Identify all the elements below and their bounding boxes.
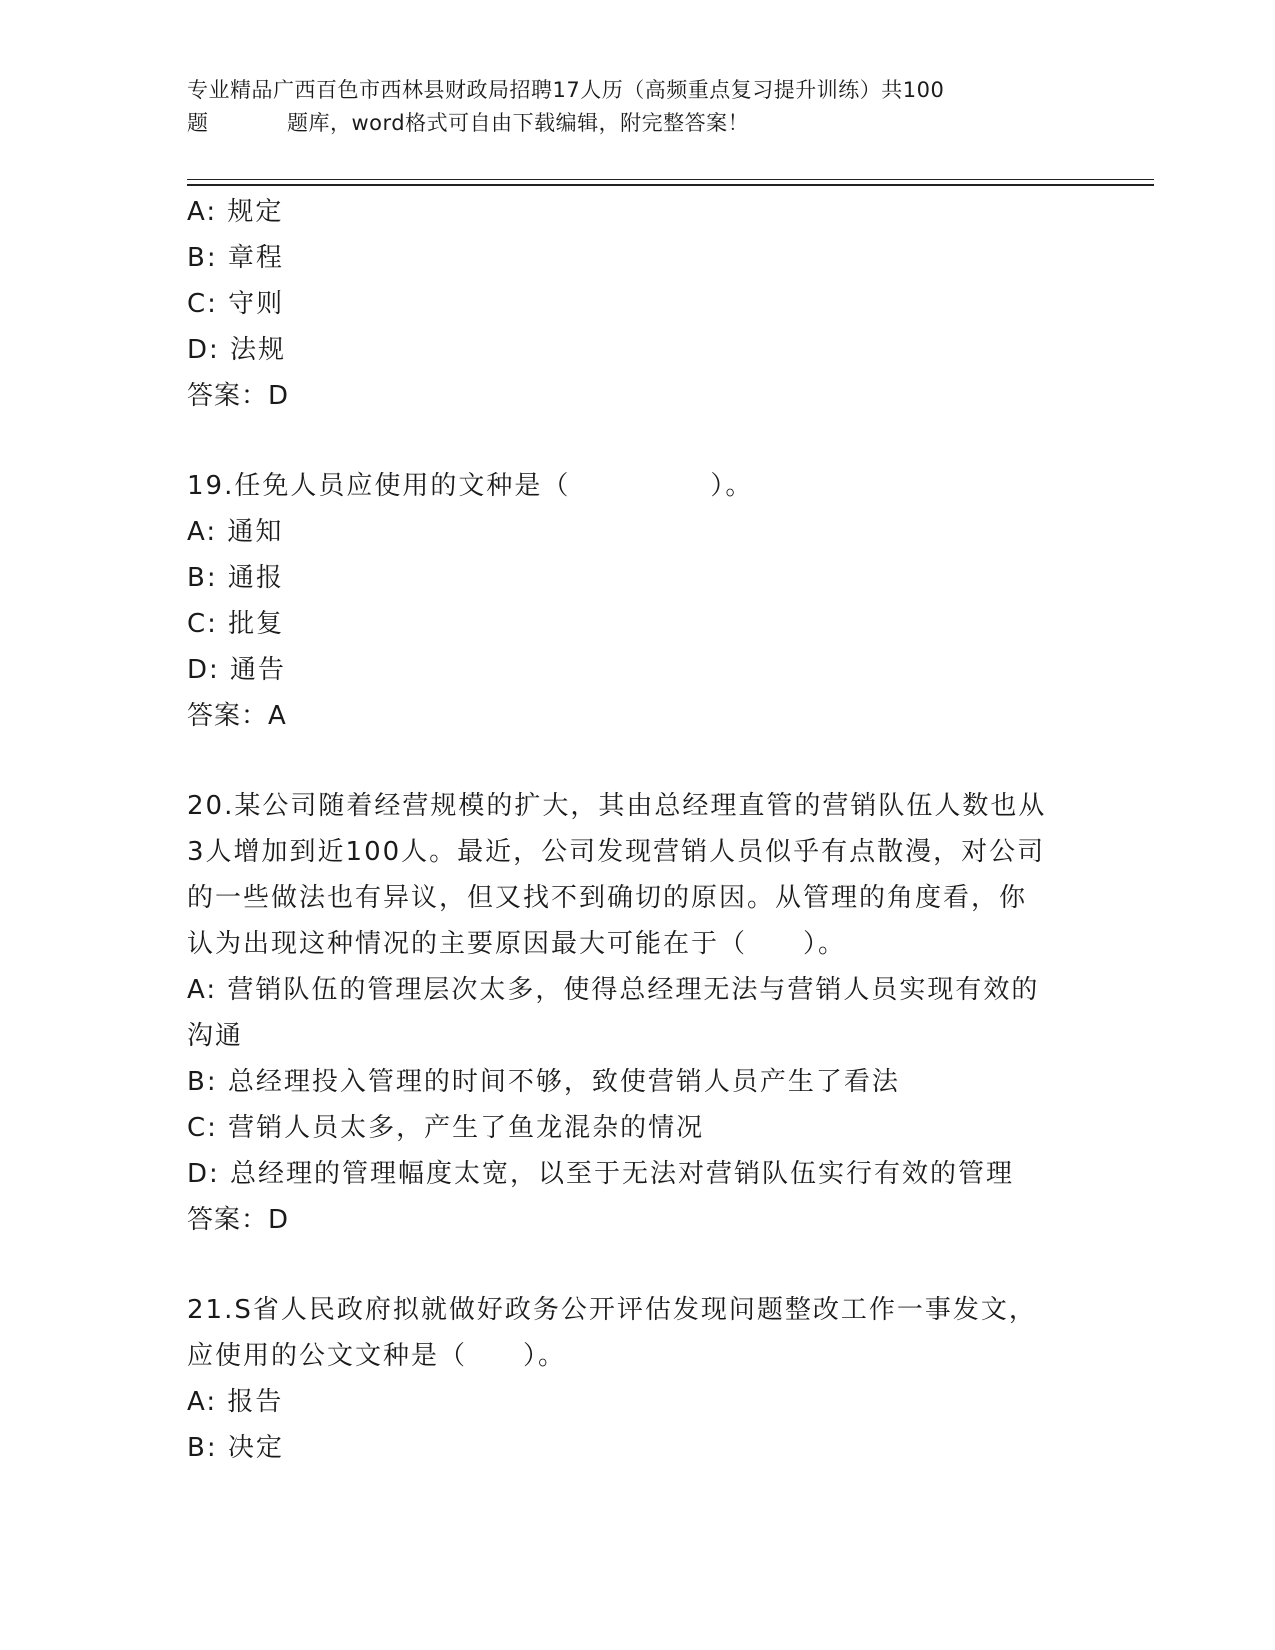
- header-line-2-text: 题库，word格式可自由下载编辑，附完整答案！: [287, 111, 750, 135]
- question-stem-line: 3人增加到近100人。最近，公司发现营销人员似乎有点散漫，对公司: [187, 837, 1046, 867]
- option-a: A: 报告: [187, 1387, 284, 1417]
- header-line-2-prefix: 题: [187, 111, 209, 135]
- option-d: D: 总经理的管理幅度太宽，以至于无法对营销队伍实行有效的管理: [187, 1159, 1015, 1189]
- option-c: C: 批复: [187, 609, 285, 639]
- question-stem-line: 认为出现这种情况的主要原因最大可能在于（ ）。: [187, 929, 847, 959]
- question-stem-line: 21.S省人民政府拟就做好政务公开评估发现问题整改工作一事发文，: [187, 1295, 1037, 1325]
- option-b: B: 总经理投入管理的时间不够，致使营销人员产生了看法: [187, 1067, 900, 1097]
- option-a: A: 营销队伍的管理层次太多，使得总经理无法与营销人员实现有效的: [187, 975, 1040, 1005]
- answer-line: 答案：D: [187, 381, 290, 411]
- option-b: B: 通报: [187, 563, 284, 593]
- question-21: [187, 1287, 1087, 1471]
- option-b: B: 章程: [187, 243, 284, 273]
- question-spacer: [187, 739, 1087, 783]
- header-divider-thin: [187, 179, 1154, 180]
- question-19: [187, 463, 1087, 739]
- option-a: A: 规定: [187, 197, 284, 227]
- header-title-line-1: 专业精品广西百色市西林县财政局招聘17人历（高频重点复习提升训练）共100: [187, 78, 945, 102]
- option-d: D: 通告: [187, 655, 287, 685]
- answer-line: 答案：D: [187, 1205, 290, 1235]
- option-b: B: 决定: [187, 1433, 284, 1463]
- option-a: A: 通知: [187, 517, 284, 547]
- question-20: [187, 783, 1087, 1243]
- option-d: D: 法规: [187, 335, 287, 365]
- question-stem-line: 20.某公司随着经营规模的扩大，其由总经理直管的营销队伍人数也从: [187, 791, 1047, 821]
- header-divider-thick: [187, 184, 1154, 186]
- question-stem: 19.任免人员应使用的文种是（ ）。: [187, 471, 754, 501]
- question-list: [187, 189, 1087, 1471]
- question-stem-line: 应使用的公文文种是（ ）。: [187, 1341, 567, 1371]
- question-spacer: [187, 419, 1087, 463]
- document-header: [187, 74, 1077, 140]
- answer-line: 答案：A: [187, 701, 287, 731]
- question-stem-line: 的一些做法也有异议，但又找不到确切的原因。从管理的角度看，你: [187, 883, 1028, 913]
- option-a-continued: 沟通: [187, 1021, 244, 1051]
- option-c: C: 守则: [187, 289, 285, 319]
- header-title-line-2: [187, 107, 1077, 140]
- option-c: C: 营销人员太多，产生了鱼龙混杂的情况: [187, 1113, 705, 1143]
- question-spacer: [187, 1243, 1087, 1287]
- question-18-continued: [187, 189, 1087, 419]
